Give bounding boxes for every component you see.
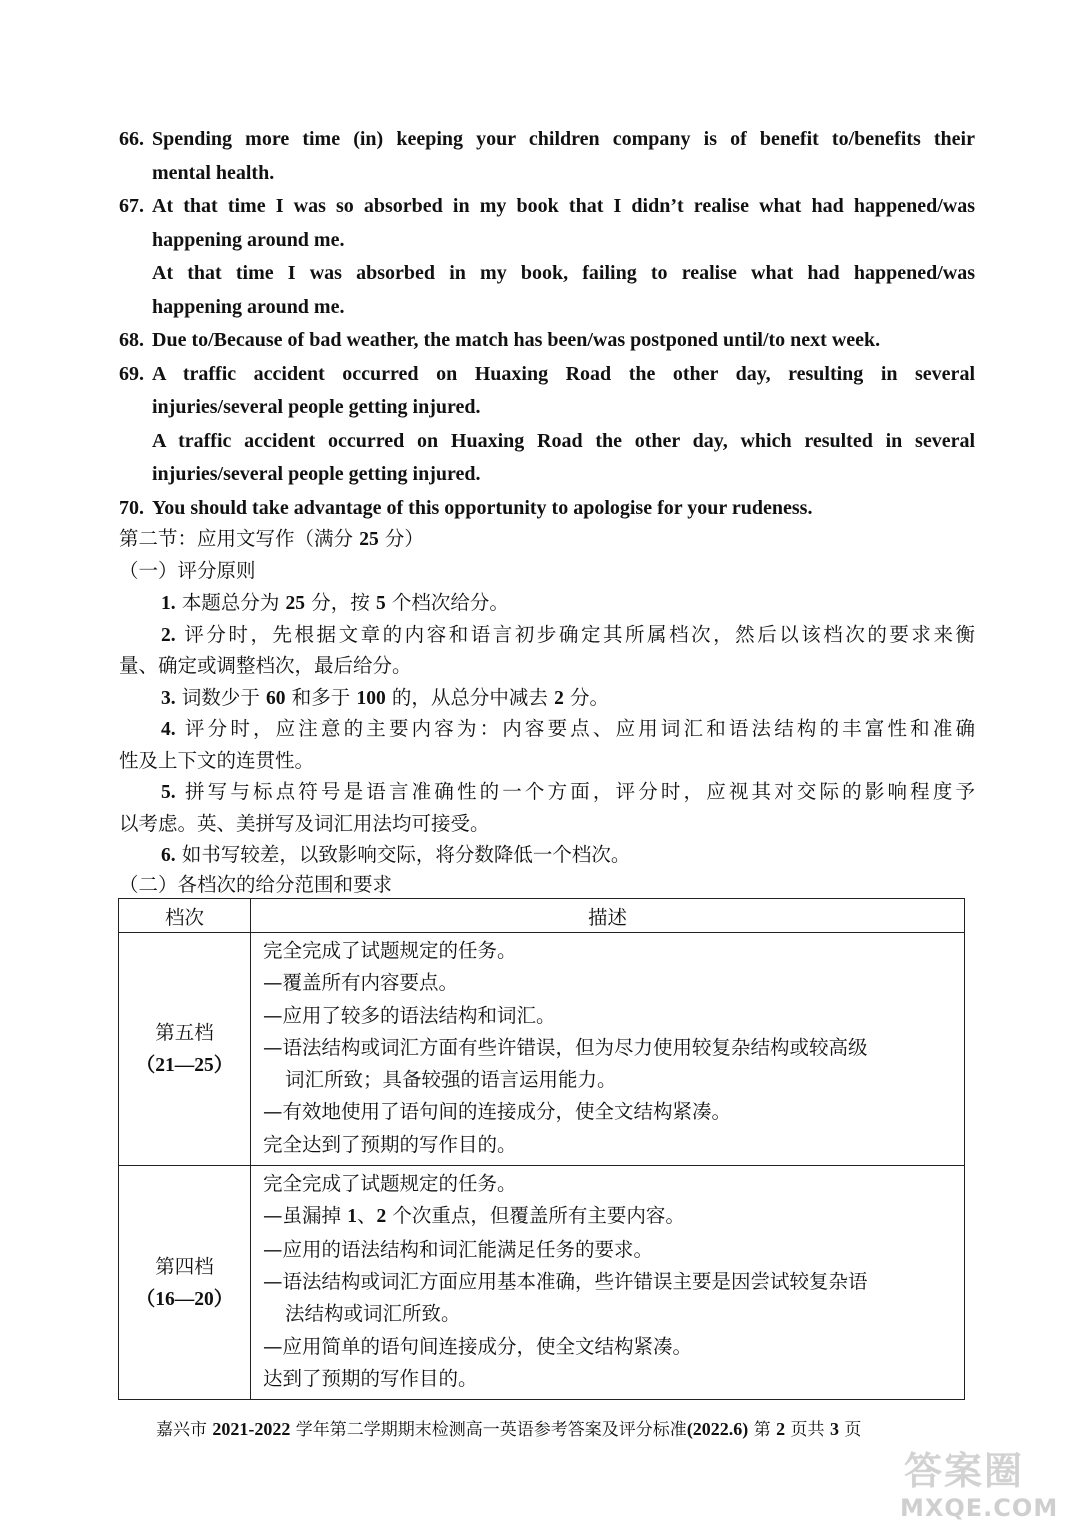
rule-number: 6. bbox=[161, 845, 176, 866]
answer-item bbox=[119, 190, 975, 324]
grade-description-line: 法结构或词汇所致。 bbox=[285, 1302, 461, 1326]
answer-item bbox=[119, 324, 975, 358]
grade-description-line: —语法结构或词汇方面应用基本准确，些许错误主要是因尝试较复杂语 bbox=[263, 1269, 868, 1293]
scoring-rule-line bbox=[119, 776, 975, 809]
answer-number: 69. bbox=[119, 362, 144, 385]
grade-level-cell bbox=[119, 1166, 251, 1400]
grade-description-line: 完全完成了试题规定的任务。 bbox=[263, 939, 517, 962]
grade-score-range: （21—25） bbox=[135, 1055, 234, 1077]
grade-description-cell bbox=[251, 933, 965, 1166]
page-footer: 嘉兴市 2021-2022 学年第二学期期末检测高一英语参考答案及评分标准(2022.6) 第 2 页共 3 页 bbox=[156, 1419, 862, 1440]
scoring-rule-line bbox=[119, 745, 975, 777]
answer-number: 67. bbox=[119, 195, 144, 217]
answer-line: injuries/several people getting injured. bbox=[152, 396, 481, 418]
column-header-description: 描述 bbox=[251, 899, 965, 933]
answer-line: happening around me. bbox=[152, 295, 345, 318]
rule-number: 3. bbox=[161, 687, 176, 709]
grade-description-line: —语法结构或词汇方面有些许错误，但为尽力使用较复杂结构或较高级 bbox=[263, 1035, 868, 1059]
answer-line: Due to/Because of bad weather, the match has been/was postponed until/to next week. bbox=[152, 329, 881, 351]
scoring-rule-line bbox=[119, 808, 975, 840]
scoring-rule-line bbox=[119, 650, 975, 682]
scoring-principles-heading: （一）评分原则 bbox=[119, 559, 256, 582]
grade-description-line: —应用的语法结构和词汇能满足任务的要求。 bbox=[263, 1237, 654, 1261]
answer-line: Spending more time (in) keeping your children company is of benefit to/benefits their bbox=[152, 128, 975, 150]
column-header-level: 档次 bbox=[119, 899, 251, 933]
rule-number: 2. bbox=[161, 624, 176, 646]
answer-line: At that time I was so absorbed in my book that I didn’t realise what had happened/was bbox=[152, 195, 975, 217]
grade-description-line: —覆盖所有内容要点。 bbox=[263, 971, 459, 995]
answer-item bbox=[119, 492, 975, 526]
answer-line: A traffic accident occurred on Huaxing Road the other day, resulting in several bbox=[152, 362, 975, 385]
grade-description-line: —应用了较多的语法结构和词汇。 bbox=[263, 1003, 556, 1027]
answer-line: injuries/several people getting injured. bbox=[152, 463, 481, 485]
grade-description-line: —虽漏掉 1、2 个次重点，但覆盖所有主要内容。 bbox=[263, 1204, 685, 1228]
grade-level-name: 第四档 bbox=[155, 1254, 214, 1278]
grade-description-line: —应用简单的语句间连接成分，使全文结构紧凑。 bbox=[263, 1334, 693, 1358]
scoring-rule-line bbox=[119, 682, 975, 715]
grade-row bbox=[119, 933, 965, 1166]
grade-table-header bbox=[119, 899, 965, 933]
answer-line: At that time I was absorbed in my book, failing to realise what had happened/was bbox=[152, 262, 975, 284]
scoring-rule-line bbox=[119, 587, 975, 620]
answer-number: 70. bbox=[119, 496, 144, 519]
grade-level-cell bbox=[119, 933, 251, 1166]
answer-number: 66. bbox=[119, 128, 144, 150]
answer-item bbox=[119, 123, 975, 190]
answer-number: 68. bbox=[119, 329, 144, 351]
answer-line: You should take advantage of this opportunity to apologise for your rudeness. bbox=[152, 496, 813, 519]
scoring-rule-line bbox=[119, 839, 975, 872]
watermark-logo bbox=[900, 1440, 1070, 1520]
grade-description-line: 完全完成了试题规定的任务。 bbox=[263, 1172, 517, 1196]
grade-table bbox=[118, 898, 965, 1400]
rule-text: 拼写与标点符号是语言准确性的一个方面，评分时，应视其对交际的影响程度予 bbox=[185, 780, 975, 803]
rule-number: 5. bbox=[161, 782, 176, 803]
scoring-rule-line bbox=[119, 619, 975, 652]
rule-text: 以考虑。英、美拼写及词汇用法均可接受。 bbox=[119, 811, 490, 835]
grade-ranges-heading: （二）各档次的给分范围和要求 bbox=[119, 873, 393, 896]
grade-level-name: 第五档 bbox=[155, 1021, 214, 1045]
rule-text: 量、确定或调整档次，最后给分。 bbox=[119, 654, 412, 677]
scoring-rule-line bbox=[119, 713, 975, 746]
rule-number: 4. bbox=[161, 719, 176, 740]
grade-description-line: 达到了预期的写作目的。 bbox=[263, 1366, 478, 1390]
answer-line: A traffic accident occurred on Huaxing Road the other day, which resulted in several bbox=[152, 429, 975, 452]
section-title: 第二节：应用文写作（满分 25 分） bbox=[119, 527, 424, 550]
grade-description-line: —有效地使用了语句间的连接成分，使全文结构紧凑。 bbox=[263, 1100, 732, 1124]
grade-row bbox=[119, 1166, 965, 1400]
answer-item bbox=[119, 358, 975, 492]
answer-line: mental health. bbox=[152, 161, 275, 184]
rule-text: 性及上下文的连贯性。 bbox=[119, 748, 315, 772]
grade-description-line: 完全达到了预期的写作目的。 bbox=[263, 1132, 517, 1156]
rule-text: 评分时，先根据文章的内容和语言初步确定其所属档次，然后以该档次的要求来衡 bbox=[184, 622, 975, 646]
watermark-bottom-text: MXQE.COM bbox=[900, 1494, 1059, 1522]
rule-text: 词数少于 60 和多于 100 的，从总分中减去 2 分。 bbox=[181, 685, 610, 709]
grade-description-line: 词汇所致；具备较强的语言运用能力。 bbox=[285, 1068, 617, 1092]
rule-text: 本题总分为 25 分，按 5 个档次给分。 bbox=[181, 591, 509, 614]
answer-line: happening around me. bbox=[152, 228, 345, 251]
rule-text: 如书写较差，以致影响交际，将分数降低一个档次。 bbox=[181, 843, 631, 866]
rule-text: 评分时，应注意的主要内容为：内容要点、应用词汇和语法结构的丰富性和准确 bbox=[185, 717, 975, 740]
grade-description-cell bbox=[251, 1166, 965, 1400]
grade-score-range: （16—20） bbox=[135, 1288, 234, 1310]
rule-number: 1. bbox=[161, 593, 176, 614]
watermark-top-text: 答案圈 bbox=[904, 1449, 1025, 1493]
